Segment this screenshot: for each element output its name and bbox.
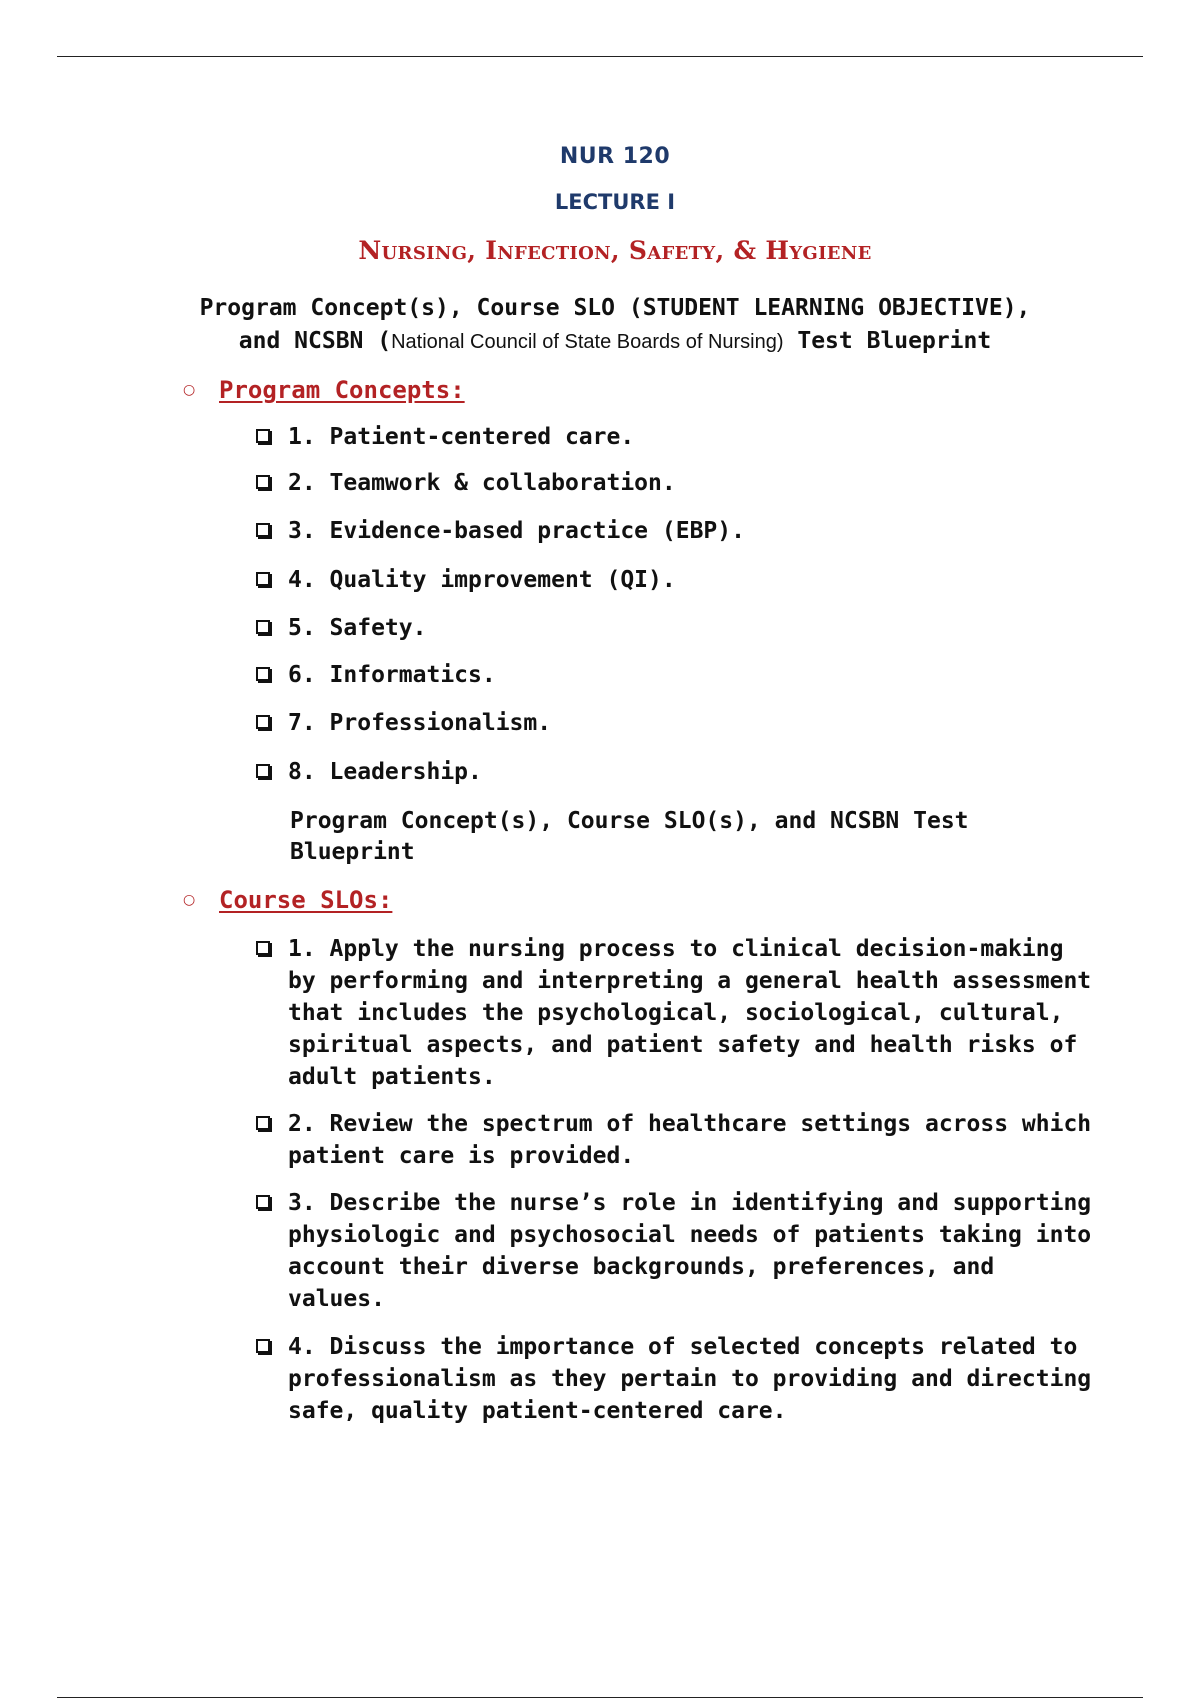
checkbox-icon bbox=[256, 475, 270, 489]
program-concept-item bbox=[256, 659, 1096, 691]
program-concepts-label: Program Concepts: bbox=[219, 376, 465, 404]
program-concept-item bbox=[256, 421, 1096, 453]
intro-ncsbn-expansion: National Council of State Boards of Nursing) bbox=[391, 331, 784, 353]
course-slo-item bbox=[256, 1108, 1096, 1172]
circle-bullet-icon: ○ bbox=[183, 892, 196, 908]
course-slos-heading bbox=[183, 886, 392, 914]
checkbox-icon bbox=[256, 1116, 270, 1130]
program-concept-text: 7. Professionalism. bbox=[288, 710, 552, 736]
program-concept-text: 2. Teamwork & collaboration. bbox=[288, 470, 676, 496]
checkbox-icon bbox=[256, 429, 270, 443]
top-rule bbox=[57, 56, 1143, 57]
checkbox-icon bbox=[256, 764, 270, 778]
program-concept-item bbox=[256, 612, 1096, 644]
program-concept-text: 1. Patient-centered care. bbox=[288, 424, 635, 450]
program-concept-item bbox=[256, 515, 1096, 547]
checkbox-icon bbox=[256, 715, 270, 729]
intro-line-2-end: Test Blueprint bbox=[783, 328, 992, 354]
checkbox-icon bbox=[256, 1339, 270, 1353]
program-concept-text: 6. Informatics. bbox=[288, 662, 496, 688]
intro-line-2-start: and NCSBN ( bbox=[238, 328, 392, 354]
circle-bullet-icon: ○ bbox=[183, 382, 196, 398]
intro-paragraph bbox=[120, 292, 1110, 359]
intro-line-1: Program Concept(s), Course SLO (STUDENT LEARNING OBJECTIVE), bbox=[199, 295, 1031, 321]
program-concept-item bbox=[256, 707, 1096, 739]
checkbox-icon bbox=[256, 523, 270, 537]
course-slo-text: 1. Apply the nursing process to clinical decision-making by performing and interpreting a general health assessment that includes the psychological, sociological, cultural, spiritual aspects, and patient safety and health risks of adult patients. bbox=[288, 936, 1092, 1090]
checkbox-icon bbox=[256, 572, 270, 586]
course-code: NUR 120 bbox=[559, 144, 671, 169]
program-concepts-note: Program Concept(s), Course SLO(s), and NCSBN Test Blueprint bbox=[290, 808, 969, 865]
program-concept-text: 5. Safety. bbox=[288, 615, 427, 641]
program-concept-item bbox=[256, 467, 1096, 499]
course-slo-text: 2. Review the spectrum of healthcare settings across which patient care is provided. bbox=[288, 1111, 1092, 1169]
course-slo-item bbox=[256, 1331, 1096, 1427]
checkbox-icon bbox=[256, 667, 270, 681]
lecture-title: LECTURE I bbox=[554, 190, 676, 214]
checkbox-icon bbox=[256, 941, 270, 955]
course-slo-item bbox=[256, 1187, 1096, 1315]
bottom-rule bbox=[57, 1697, 1143, 1698]
course-slo-text: 4. Discuss the importance of selected concepts related to professionalism as they pertain to providing and directing safe, quality patient-centered care. bbox=[288, 1334, 1092, 1424]
course-slo-text: 3. Describe the nurse’s role in identifying and supporting physiologic and psychosocial needs of patients taking into account their diverse backgrounds, preferences, and values. bbox=[288, 1190, 1092, 1312]
program-concept-item bbox=[256, 756, 1096, 788]
program-concept-text: 8. Leadership. bbox=[288, 759, 482, 785]
program-concepts-heading bbox=[183, 376, 465, 404]
checkbox-icon bbox=[256, 1195, 270, 1209]
program-concept-item bbox=[256, 564, 1096, 596]
course-slos-label: Course SLOs: bbox=[219, 886, 393, 914]
topic-title: Nursing, Infection, Safety, & Hygiene bbox=[358, 236, 872, 265]
course-slo-item bbox=[256, 933, 1096, 1093]
checkbox-icon bbox=[256, 620, 270, 634]
program-concept-text: 3. Evidence-based practice (EBP). bbox=[288, 518, 745, 544]
program-concept-text: 4. Quality improvement (QI). bbox=[288, 567, 676, 593]
